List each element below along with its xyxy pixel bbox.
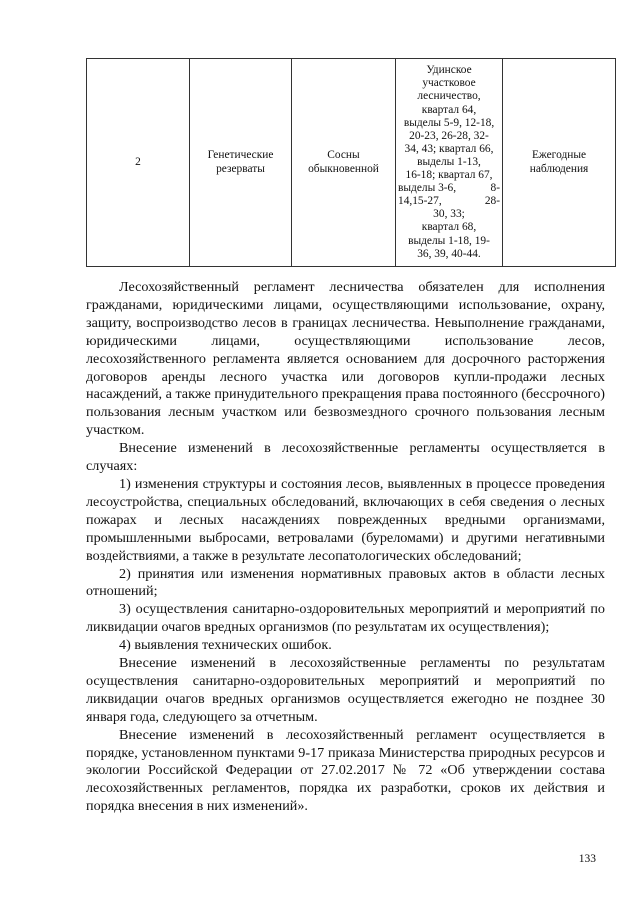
- paragraph: Внесение изменений в лесохозяйственные регламенты по результатам осуществления санитарно-оздоровительных мероприятий и мероприятий по ликвидации очагов вредных организмов осуществляется ежегодно не позднее 30 января года, следующего за отчетным.: [86, 655, 605, 725]
- location-line: квартал 64,: [421, 103, 477, 116]
- location-line: участковое: [422, 77, 476, 90]
- location-line: лесничество,: [417, 90, 481, 103]
- location-line: [398, 182, 500, 195]
- location-line: выделы 5-9, 12-18,: [403, 116, 495, 129]
- paragraph: 3) осуществления санитарно-оздоровительных мероприятий и мероприятий по ликвидации очагов вредных организмов (по результатам их осуществления);: [86, 601, 605, 636]
- location-line: 36, 39, 40-44.: [417, 247, 481, 260]
- body-text: [86, 279, 605, 816]
- reserve-type-line: резерваты: [216, 162, 265, 175]
- location-line: квартал 68,: [421, 221, 477, 234]
- reserve-type-line: Генетические: [207, 149, 274, 162]
- location-line: Удинское: [426, 64, 472, 77]
- location-line-left: выделы 3-6,: [398, 182, 457, 195]
- location-line: выделы 1-13,: [417, 155, 481, 168]
- row-number-cell: 2: [87, 59, 190, 267]
- location-cell: [396, 59, 503, 267]
- paragraph: Лесохозяйственный регламент лесничества обязателен для исполнения гражданами, юридическими лицами, осуществляющими использование, охрану, защиту, воспроизводство лесов в границах лесничества. Невыполнение гражданами, юридическими лицами, осуществляющими использование лесов, лесохозяйственного регламента является основанием для досрочного расторжения договоров аренды лесного участка или договоров купли-продажи лесных насаждений, а также принудительного прекращения права постоянного (бессрочного) пользования лесным участком или безвозмездного срочного пользования лесным участком.: [86, 279, 605, 439]
- location-line: [398, 195, 500, 208]
- location-line-right: 28-: [484, 195, 500, 208]
- location-line: 34, 43; квартал 66,: [404, 142, 494, 155]
- activity-line: Ежегодные: [531, 149, 587, 162]
- location-line-right: 8-: [490, 182, 500, 195]
- tree-species-line: Сосны: [327, 149, 360, 162]
- activity-line: наблюдения: [529, 162, 589, 175]
- location-line: выделы 1-18, 19-: [408, 234, 490, 247]
- paragraph: Внесение изменений в лесохозяйственный регламент осуществляется в порядке, установленном пунктами 9-17 приказа Министерства природных ресурсов и экологии Российской Федерации от 27.02.2017 № 72 «Об утверждении состава лесохозяйственных регламентов, порядка их разработки, сроков их действия и порядка внесения в них изменений».: [86, 726, 605, 815]
- activity-cell: [503, 59, 616, 267]
- location-line: 16-18; квартал 67,: [405, 169, 493, 182]
- table-row: [87, 59, 616, 267]
- location-line: 20-23, 26-28, 32-: [409, 129, 489, 142]
- paragraph: Внесение изменений в лесохозяйственные регламенты осуществляется в случаях:: [86, 440, 605, 475]
- reserve-type-cell: [190, 59, 292, 267]
- tree-species-line: обыкновенной: [308, 162, 379, 175]
- paragraph: 2) принятия или изменения нормативных правовых актов в области лесных отношений;: [86, 565, 605, 600]
- page-number: 133: [578, 853, 596, 865]
- paragraph: 1) изменения структуры и состояния лесов, выявленных в процессе проведения лесоустройства, специальных обследований, включающих в себя сведения о лесных пожарах и лесных насаждениях поврежденных вредными организмами, промышленными выбросами, ветровалами (буреломами) и другими негативными воздействиями, а также в результате лесопатологических обследований;: [86, 475, 605, 564]
- paragraph: 4) выявления технических ошибок.: [119, 637, 332, 654]
- location-line: 30, 33;: [433, 208, 465, 221]
- location-line-left: 14,15-27,: [398, 195, 442, 208]
- reserves-table: [86, 58, 616, 267]
- tree-species-cell: [292, 59, 396, 267]
